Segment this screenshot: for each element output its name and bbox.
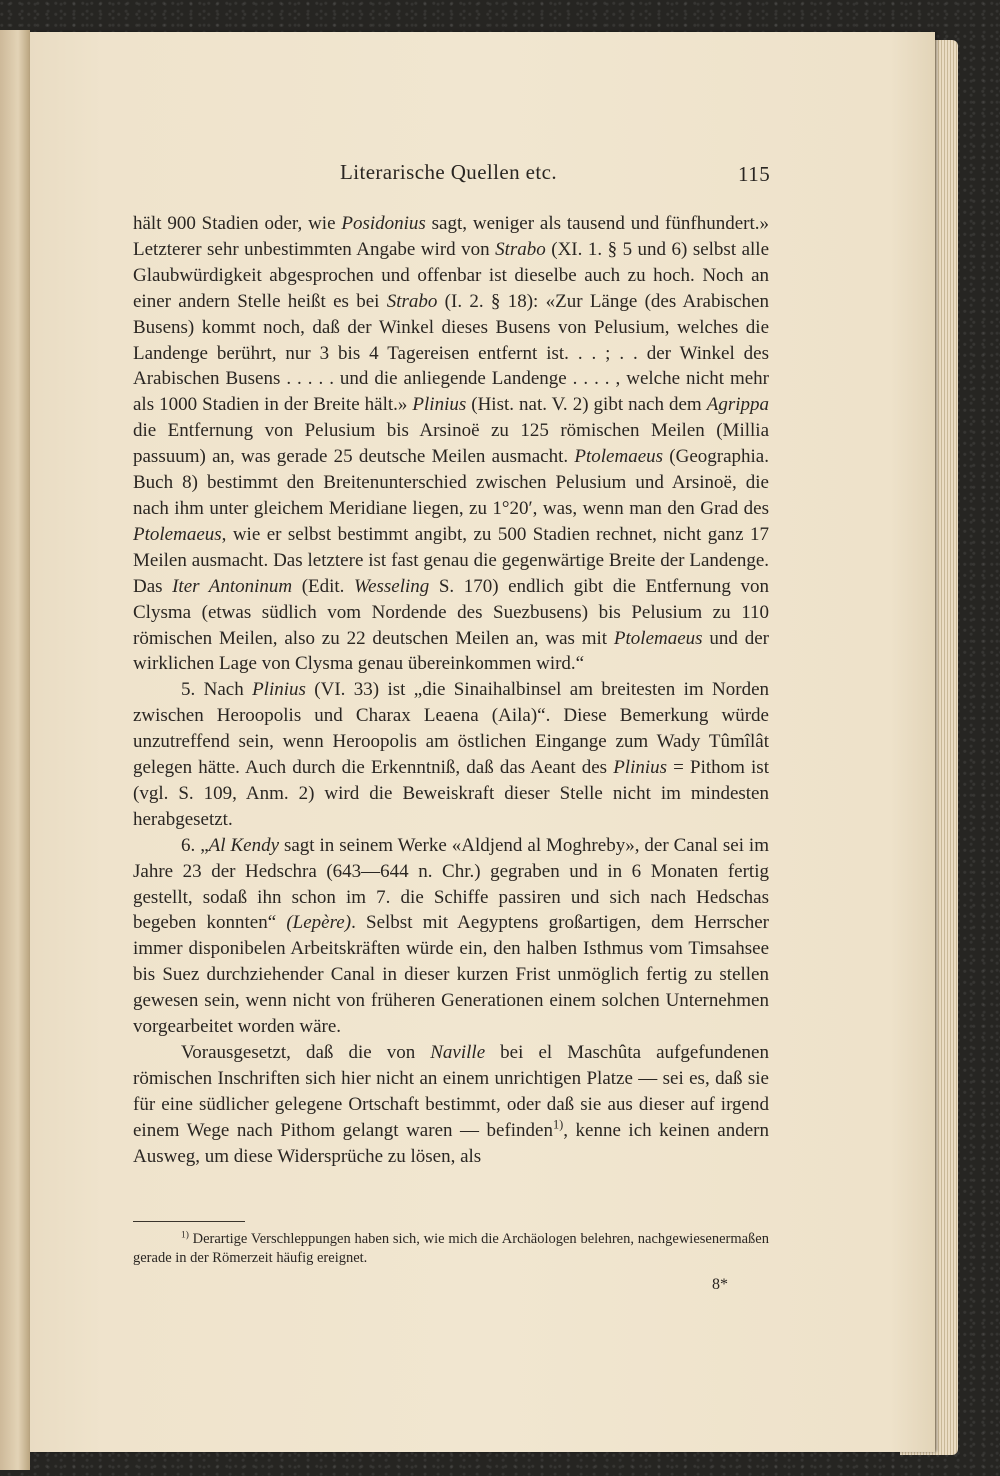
italic-name: (Lepère) [286,912,352,934]
text-run: 5. Nach [181,679,253,701]
italic-name: Naville [430,1042,486,1063]
signature-mark: 8* [712,1276,728,1293]
text-run: , wie er selbst bestimmt angibt, zu 500 Stadien rechnet, nicht ganz 17 Meilen ausmacht. Das letztere ist fast genau die gegenwärtige Breite der Landenge. Das [133,523,769,597]
text-run: (Hist. nat. V. 2) gibt nach dem [466,394,707,416]
text-run: (XI. 1. § 5 und 6) selbst alle Glaubwürdigkeit abgesprochen und offenbar ist dieselbe auch zu hoch. Noch an einer andern Stelle heißt es bei [133,238,769,312]
paragraph [133,211,769,677]
running-title: Literarische Quellen etc. [340,160,557,184]
text-run: die Entfernung von Pelusium bis Arsinoë zu 125 römischen Meilen (Millia passuum) an, was gerade 25 deutsche Meilen ausmacht. [133,420,769,468]
page-number: 115 [738,162,771,186]
italic-name: Agrippa [706,394,769,416]
italic-name: Iter Antoninum [172,575,293,597]
footnote-ref: 1) [553,1117,564,1132]
text-run: S. 170) endlich gibt die Entfernung von Clysma (etwas südlich vom Nordende des Suezbusens) bis Pelusium zu 110 römischen Meilen, also zu 22 deutschen Meilen an, was mit [133,575,769,649]
text-run: . Selbst mit Aegyptens großartigen, dem Herrscher immer disponibelen Arbeitskräften würde ein, den halben Isthmus vom Timsahsee bis Suez durchziehender Canal in dieser kurzen Frist unmöglich fertig zu stellen gewesen sein, wenn nicht von früheren Generationen einem solchen Unternehmen vorgearbeitet worden wäre. [133,912,769,1038]
page-header [0,158,1000,198]
italic-name: Ptolemaeus [133,523,222,545]
text-run: und der wirklichen Lage von Clysma genau übereinkommen wird.“ [133,627,769,675]
italic-name: Plinius [412,394,467,416]
italic-name: Ptolemaeus [613,627,703,649]
footnote-text: Derartige Verschleppungen haben sich, wie mich die Archäologen belehren, nachgewiesenermaßen gerade in der Römerzeit häufig ereignet. [133,1231,769,1266]
paragraph [133,677,769,832]
facing-page-edge [0,30,30,1470]
text-run: (Geographia. Buch 8) bestimmt den Breitenunterschied zwischen Pelusium und Arsinoë, die nach ihm unter gleichem Meridiane liegen, zu 1°20′, was, wenn man den Grad des [133,446,769,519]
text-run: = Pithom ist (vgl. S. 109, Anm. 2) wird die Beweiskraft dieser Stelle nicht im mindesten herabgesetzt. [133,757,769,830]
italic-name: Posidonius [341,213,426,234]
text-run: (Edit. [292,575,354,597]
paragraph [133,833,769,1040]
footnote-marker: 1) [181,1230,189,1241]
text-run: hält 900 Stadien oder, wie [133,213,342,234]
italic-name: Strabo [495,238,546,260]
footnote-divider [133,1221,245,1222]
paragraph [133,1040,769,1170]
italic-name: Ptolemaeus [574,446,664,468]
text-run: , kenne ich keinen andern Ausweg, um diese Widersprüche zu lösen, als [133,1119,769,1167]
text-run: Vorausgesetzt, daß die von [181,1042,431,1063]
text-run: 6. „ [181,834,209,856]
text-run: (I. 2. § 18): «Zur Länge (des Arabischen Busens) kommt noch, daß der Winkel dieses Busens von Pelusium, welches die Landenge berührt, nur 3 bis 4 Tagereisen entfernt ist. . . ; . . der Winkel des Arabischen Busens . . . . . und die anliegende Landenge . . . . , welche nicht mehr als 1000 Stadien in der Breite hält.» [133,290,769,416]
text-run: sagt, weniger als tausend und fünfhundert.» Letzterer sehr unbestimmten Angabe wird von [133,213,770,260]
italic-name: Plinius [613,757,668,779]
text-run: (VI. 33) ist „die Sinaihalbinsel am breitesten im Norden zwischen Heroopolis und Charax Leaena (Aila)“. Diese Bemerkung würde unzutreffend sein, wenn Heroopolis am östlichen Eingange zum Wady Tûmîlât gelegen hätte. Auch durch die Erkenntniß, daß das Aeant des [133,679,770,779]
italic-name: Al Kendy [208,834,280,856]
text-run: bei el Maschûta aufgefundenen römischen Inschriften sich hier nicht an einem unrichtigen Platze — sei es, daß sie für eine südlicher gelegene Ortschaft bestimmt, oder daß sie aus dieser auf irgend einem Wege nach Pithom gelangt waren — befinden [133,1042,769,1141]
italic-name: Strabo [386,290,438,312]
italic-name: Plinius [252,679,306,701]
text-run: sagt in seinem Werke «Aldjend al Moghreby», der Canal sei im Jahre 23 der Hedschra (643—644 n. Chr.) gegraben und in 6 Monaten fertig gestellt, sodaß ihn schon im 7. die Schiffe passiren und sich nach Hedschas begeben konnten“ [133,834,769,934]
italic-name: Wesseling [354,575,430,597]
footnote [133,1230,769,1268]
body-text [133,211,769,1170]
